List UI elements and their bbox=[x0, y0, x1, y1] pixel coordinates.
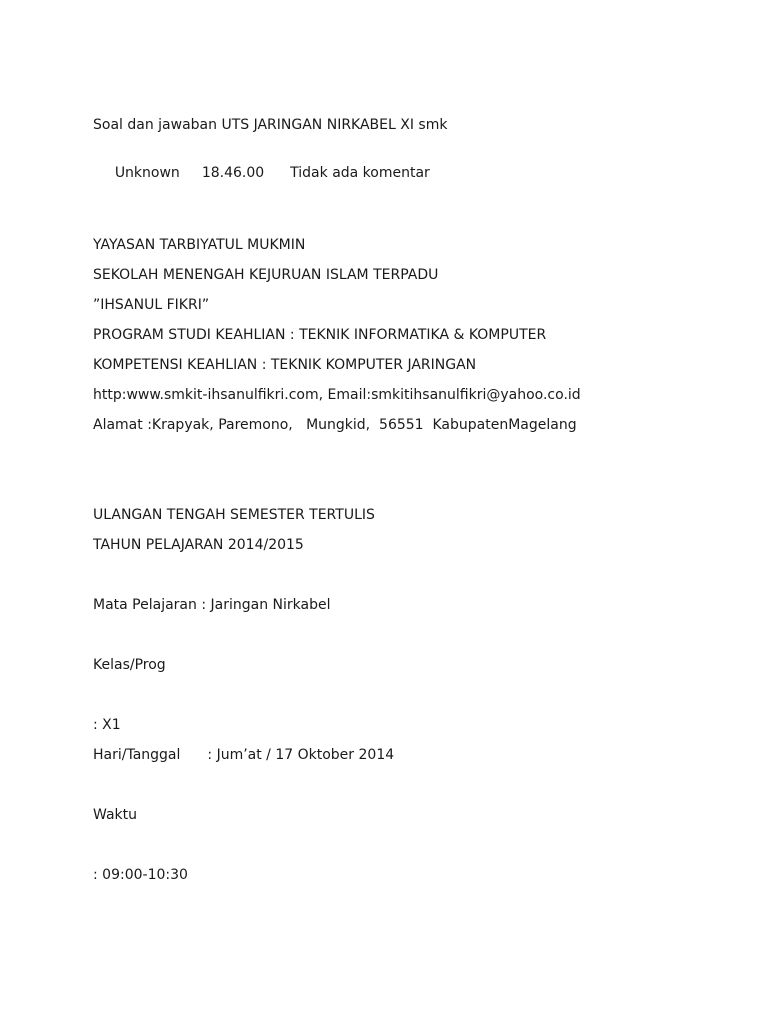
post-meta bbox=[93, 146, 430, 200]
time-label: Waktu bbox=[93, 807, 137, 823]
post-author: Unknown bbox=[114, 165, 180, 181]
day-value: : Jum’at / 17 Oktober 2014 bbox=[207, 747, 395, 763]
post-title: Soal dan jawaban UTS JARINGAN NIRKABEL XI smk bbox=[93, 117, 448, 133]
competency: KOMPETENSI KEAHLIAN : TEKNIK KOMPUTER JARINGAN bbox=[93, 357, 477, 373]
address: Alamat :Krapyak, Paremono, Mungkid, 56551 KabupatenMagelang bbox=[93, 417, 577, 433]
class-value: : X1 bbox=[93, 717, 121, 733]
school-type: SEKOLAH MENENGAH KEJURUAN ISLAM TERPADU bbox=[93, 267, 439, 283]
time-value: : 09:00-10:30 bbox=[93, 867, 188, 883]
post-comments: Tidak ada komentar bbox=[290, 165, 430, 181]
school-name: ”IHSANUL FIKRI” bbox=[93, 297, 210, 313]
study-program: PROGRAM STUDI KEAHLIAN : TEKNIK INFORMATIKA & KOMPUTER bbox=[93, 327, 547, 343]
subject: Mata Pelajaran : Jaringan Nirkabel bbox=[93, 597, 331, 613]
day-date-row bbox=[93, 746, 394, 764]
day-label: Hari/Tanggal bbox=[93, 747, 181, 763]
contact-info: http:www.smkit-ihsanulfikri.com, Email:smkitihsanulfikri@yahoo.co.id bbox=[93, 387, 581, 403]
exam-title: ULANGAN TENGAH SEMESTER TERTULIS bbox=[93, 507, 375, 523]
academic-year: TAHUN PELAJARAN 2014/2015 bbox=[93, 537, 304, 553]
post-time: 18.46.00 bbox=[201, 165, 265, 181]
foundation-name: YAYASAN TARBIYATUL MUKMIN bbox=[93, 237, 306, 253]
class-label: Kelas/Prog bbox=[93, 657, 166, 673]
